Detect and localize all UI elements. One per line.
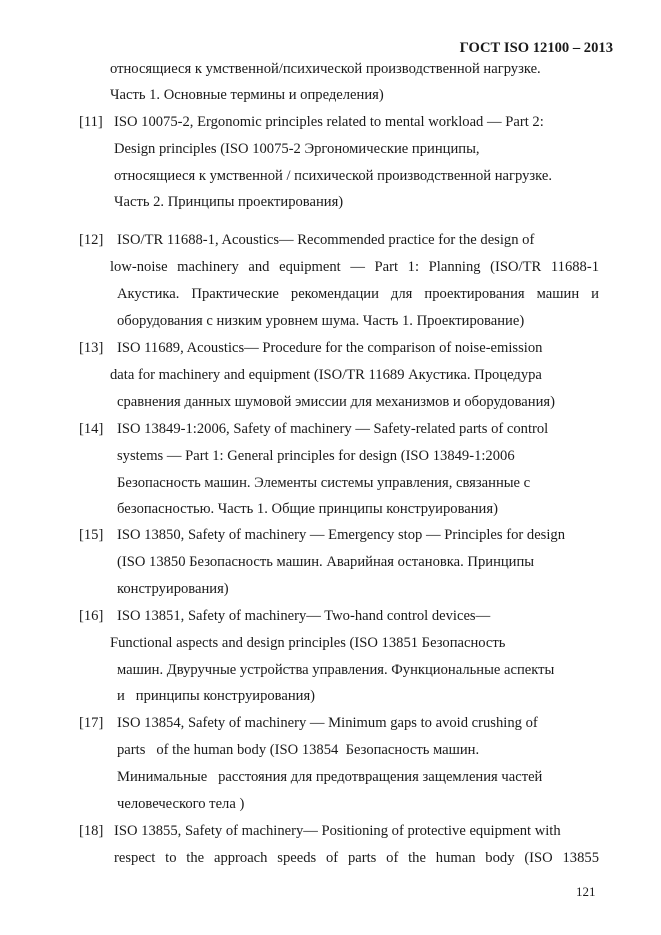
text-line: respect to the approach speeds of parts of the human body (ISO 13855	[114, 850, 599, 866]
text-line: ISO 13849-1:2006, Safety of machinery — Safety-related parts of control	[117, 421, 549, 437]
text-line: ISO 13854, Safety of machinery — Minimum gaps to avoid crushing of	[117, 715, 538, 731]
text-line: Акустика. Практические рекомендации для проектирования машин и	[117, 286, 599, 302]
reference-number: [18]	[79, 823, 104, 839]
text-line: и принципы конструирования)	[117, 688, 316, 704]
text-line: ISO/TR 11688-1, Acoustics— Recommended practice for the design of	[117, 232, 535, 248]
text-line: Минимальные расстояния для предотвращения защемления частей	[117, 769, 543, 785]
document-header: ГОСТ ISO 12100 – 2013	[459, 40, 613, 56]
text-line: машин. Двуручные устройства управления. Функциональные аспекты	[117, 662, 555, 678]
page-number: 121	[576, 884, 596, 899]
text-line: ISO 11689, Acoustics— Procedure for the comparison of noise-emission	[117, 340, 543, 356]
reference-number: [12]	[79, 232, 104, 248]
reference-number: [11]	[79, 114, 103, 130]
text-line: (ISO 13850 Безопасность машин. Аварийная остановка. Принципы	[117, 554, 535, 570]
text-line: systems — Part 1: General principles for design (ISO 13849-1:2006	[117, 448, 515, 464]
text-line: конструирования)	[117, 581, 229, 597]
text-line: Design principles (ISO 10075-2 Эргономические принципы,	[114, 141, 480, 157]
text-line: parts of the human body (ISO 13854 Безопасность машин.	[117, 742, 480, 758]
text-line: low-noise machinery and equipment — Part 1: Planning (ISO/TR 11688-1	[110, 259, 599, 275]
text-line: ISO 13855, Safety of machinery— Positioning of protective equipment with	[114, 823, 561, 839]
reference-number: [16]	[79, 608, 104, 624]
text-line: Часть 1. Основные термины и определения)	[110, 87, 384, 103]
text-line: ISO 13850, Safety of machinery — Emergency stop — Principles for design	[117, 527, 565, 543]
text-line: относящиеся к умственной/психической производственной нагрузке.	[110, 61, 541, 77]
reference-number: [14]	[79, 421, 104, 437]
text-line: Безопасность машин. Элементы системы управления, связанные с	[117, 475, 531, 491]
text-line: ISO 10075-2, Ergonomic principles related to mental workload — Part 2:	[114, 114, 544, 130]
text-line: ISO 13851, Safety of machinery— Two-hand control devices—	[117, 608, 491, 624]
reference-number: [15]	[79, 527, 104, 543]
text-line: Functional aspects and design principles (ISO 13851 Безопасность	[110, 635, 506, 651]
reference-number: [13]	[79, 340, 104, 356]
text-line: оборудования с низким уровнем шума. Часть 1. Проектирование)	[117, 313, 525, 329]
text-line: человеческого тела )	[117, 796, 245, 812]
text-line: сравнения данных шумовой эмиссии для механизмов и оборудования)	[117, 394, 555, 410]
text-line: безопасностью. Часть 1. Общие принципы конструирования)	[117, 501, 498, 517]
reference-number: [17]	[79, 715, 104, 731]
text-line: Часть 2. Принципы проектирования)	[114, 194, 344, 210]
text-line: data for machinery and equipment (ISO/TR 11689 Акустика. Процедура	[110, 367, 542, 383]
text-line: относящиеся к умственной / психической производственной нагрузке.	[114, 168, 553, 184]
